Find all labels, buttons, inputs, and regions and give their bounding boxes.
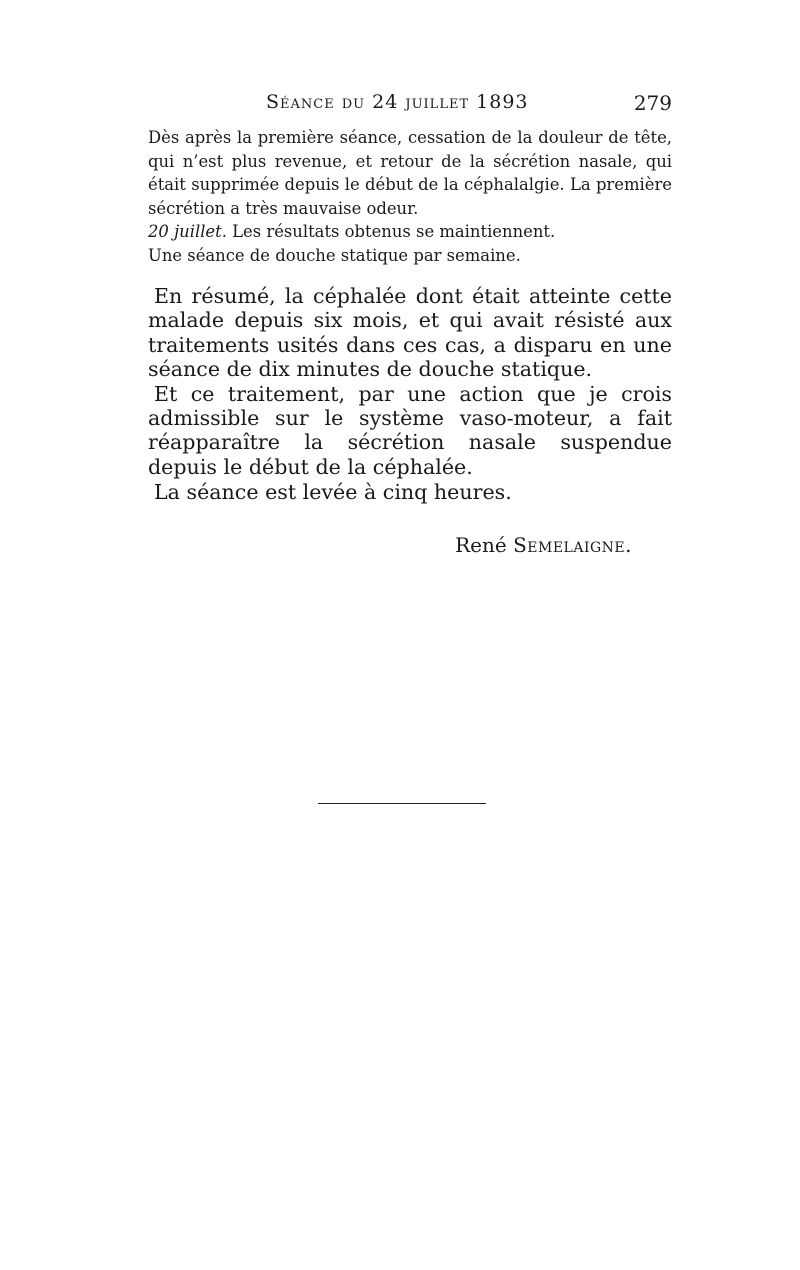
case-note-paragraph: Une séance de douche statique par semaine.	[148, 245, 521, 265]
summary-section	[148, 284, 672, 479]
summary-paragraph: En résumé, la céphalée dont était atteinte cette malade depuis six mois, et qui avait résisté aux traitements usités dans ces cas, a disparu en une séance de dix minutes de douche statique.	[148, 284, 672, 382]
end-rule	[318, 803, 486, 804]
case-note-date: 20 juillet.	[148, 222, 227, 241]
case-note-paragraph: Dès après la première séance, cessation de la douleur de tête, qui n’est plus revenue, et retour de la sécrétion nasale, qui était supprimée depuis le début de la céphalalgie. La première sécrétion a très mauvaise odeur.	[148, 128, 672, 218]
signature	[455, 533, 632, 557]
page-header	[148, 91, 672, 117]
case-note-dated-paragraph	[148, 220, 672, 244]
case-note-dated-text: Les résultats obtenus se maintiennent.	[226, 222, 556, 241]
signature-first-name: René	[455, 533, 507, 557]
case-notes	[148, 126, 672, 267]
summary-paragraph: Et ce traitement, par une action que je crois admissible sur le système vaso-moteur, a fait réapparaître la sécrétion nasale suspendue depuis le début de la céphalée.	[148, 381, 672, 479]
page-number: 279	[633, 91, 672, 115]
signature-last-name: Semelaigne.	[513, 533, 632, 557]
running-head: Séance du 24 juillet 1893	[266, 91, 529, 113]
closing-line: La séance est levée à cinq heures.	[154, 480, 512, 504]
